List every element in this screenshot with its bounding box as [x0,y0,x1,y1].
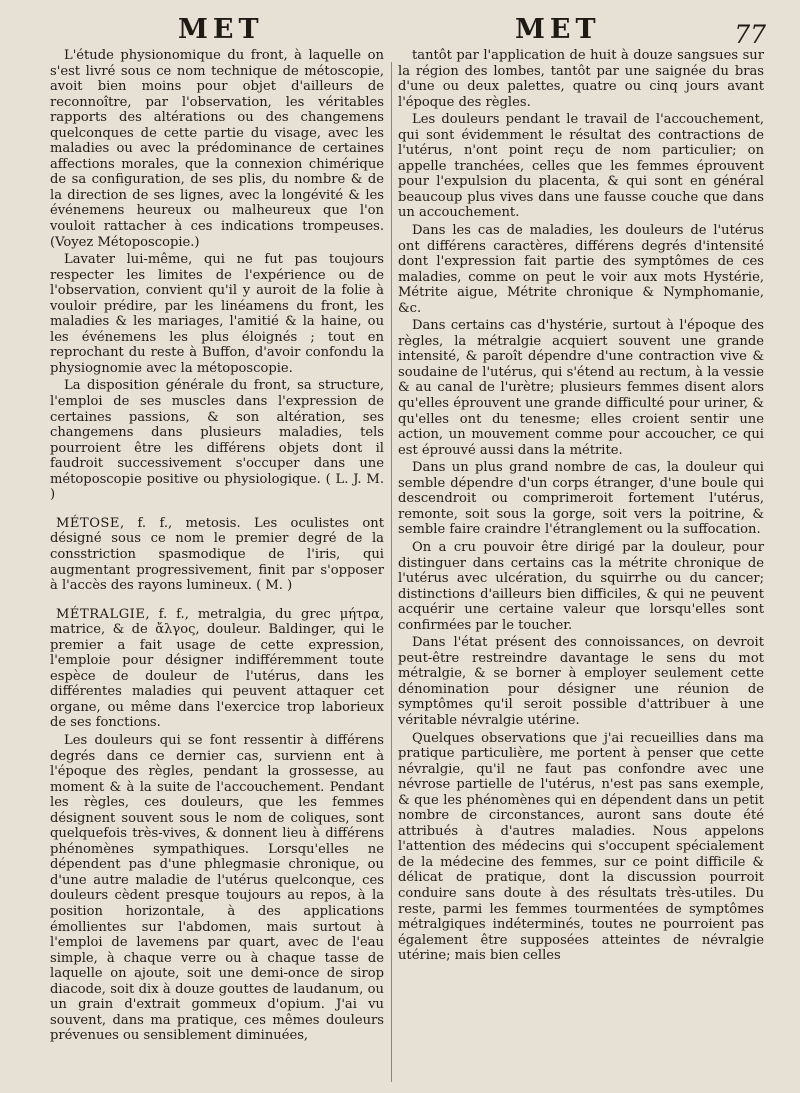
paragraph-douleurs: Les douleurs qui se font ressentir à différens degrés dans ce dernier cas, survienn ent à l'époque des règles, pendant la grossesse, au moment & à la suite de l'accouchement. Pendant les règles, ces douleurs, que les femmes désignent souvent sous le nom de coliques, sont quelquefois très-vives, & donnent lieu à différens phénomènes sympathiques. Lorsqu'elles ne dépendent pas d'une phlegmasie chronique, ou d'une autre maladie de l'utérus quelconque, ces douleurs cèdent presque toujours au repos, à la position horizontale, à des applications émollientes sur l'abdomen, mais surtout à l'emploi de lavemens par quart, avec de l'eau simple, à chaque verre ou à chaque tasse de laquelle on ajoute, soit une demi-once de sirop diacode, soit dix à douze gouttes de laudanum, ou un grain d'extrait gommeux d'opium. J'ai vu souvent, dans ma pratique, ces mêmes douleurs prévenues ou sensiblement diminuées, [50,732,384,1044]
right-column [398,48,764,964]
paragraph-disposition: La disposition générale du front, sa structure, l'emploi de ses muscles dans l'expression de certaines passions, & son altération, ses changemens dans plusieurs maladies, tels pourroient être les différens objets dont il faudroit successivement s'occuper dans une métoposcopie positive ou physiologique. ( L. J. M. ) [50,378,384,503]
column-rule [391,62,392,1082]
headword-metralgie: MÉTRALGIE [56,606,146,622]
page-number: 77 [734,20,766,49]
entry-metose [50,516,384,594]
paragraph-corps-etranger: Dans un plus grand nombre de cas, la douleur qui semble dépendre d'un corps étranger, d'une boule qui descendroit ou comprimeroit fortement l'utérus, remonte, soit sous la gorge, soit vers la poitrine, & semble faire craindre l'étranglement ou la suffocation. [398,460,764,538]
paragraph-etat-present: Dans l'état présent des connoissances, on devroit peut-être restreindre davantage le sens du mot métralgie, & se borner à employer seulement cette dénomination pour désigner une réunion de symptômes qu'il seroit possible d'attribuer à une véritable névralgie utérine. [398,635,764,728]
paragraph-maladies: Dans les cas de maladies, les douleurs de l'utérus ont différens caractères, différens degrés d'intensité dont l'expression fait partie des symptômes de ces maladies, comme on peut le voir aux mots Hystérie, Métrite aigue, Métrite chronique & Nymphomanie, &c. [398,223,764,316]
running-head-right: MET [515,14,601,45]
paragraph-metrite-chronique: On a cru pouvoir être dirigé par la douleur, pour distinguer dans certains cas la métrite chronique de l'utérus avec ulcération, du squirrhe ou du cancer; distinctions d'ailleurs bien difficiles, & qui ne peuvent acquérir une certaine valeur que lorsqu'elles sont confirmées par le toucher. [398,539,764,633]
left-column [50,48,384,1044]
paragraph-hysterie: Dans certains cas d'hystérie, surtout à l'époque des règles, la métralgie acquiert souvent une grande intensité, & paroît dépendre d'une contraction vive & soudaine de l'utérus, qui s'étend au rectum, à la vessie & au canal de l'urètre; plusieurs femmes disent alors qu'elles éprouvent une grande difficulté pour uriner, & qu'elles ont du tenesme; elles croient sentir une action, un mouvement comme pour accoucher, ce qui est éprouvé aussi dans la métrite. [398,318,764,458]
paragraph-observations: Quelques observations que j'ai recueillies dans ma pratique particulière, me portent à penser que cette névralgie, qu'il ne faut pas confondre avec une névrose partielle de l'utérus, n'est pas sans exemple, & que les phénomènes qui en dépendent dans un petit nombre de circonstances, auront sans doute été attribués à d'autres maladies. Nous appelons l'attention des médecins qui s'occupent spécialement de la médecine des femmes, sur ce point difficile & délicat de pratique, dont la discussion pourroit conduire sans doute à des résultats très-utiles. Du reste, parmi les femmes tourmentées de symptômes métralgiques indéterminés, toutes ne pourroient pas également être supposées atteintes de névralgie utérine; mais bien celles [398,730,764,964]
paragraph-lavater: Lavater lui-même, qui ne fut pas toujours respecter les limites de l'expérience ou de l'observation, convient qu'il y auroit de la folie à vouloir prédire, par les linéamens du front, les maladies & les mariages, l'amitié & la haine, ou les événemens les plus éloignés ; tout en reprochant du reste à Buffon, d'avoir confondu la physiognomie avec la métoposcopie. [50,252,384,376]
paragraph-sangsues: tantôt par l'application de huit à douze sangsues sur la région des lombes, tantôt par une saignée du bras d'une ou deux palettes, quatre ou cinq jours avant l'époque des règles. [398,48,764,110]
headword-metose: MÉTOSE [56,515,120,531]
running-head-left: MET [178,14,264,45]
entry-metralgie-text: , f. f., metralgia, du grec μήτρα, matrice, & de ἄλγος, douleur. Baldinger, qui le premier a fait usage de cette expression, l'emploie pour désigner indifféremment toute espèce de douleur de l'utérus, dans les différentes maladies qui peuvent attaquer cet organe, ou même dans l'exercice trop laborieux de ses fonctions. [50,606,384,731]
paragraph-accouchement: Les douleurs pendant le travail de l'accouchement, qui sont évidemment le résultat des contractions de l'utérus, n'ont point reçu de nom particulier; on appelle tranchées, celles que les femmes éprouvent pour l'expulsion du placenta, & qui sont en général beaucoup plus vives dans une fausse couche que dans un accouchement. [398,112,764,221]
paragraph-metoscopie-1: L'étude physionomique du front, à laquelle on s'est livré sous ce nom technique de métoscopie, avoit bien moins pour objet d'ailleurs de reconnoître, par l'observation, les véritables rapports des altérations ou des changemens quelconques de cette partie du visage, avec les maladies ou avec la prédominance de certaines affections morales, que la connexion chimérique de sa configuration, de ses plis, du nombre & de la direction de ses lignes, avec la longévité & les événemens heureux ou malheureux que l'on vouloit rattacher à ces indications trompeuses. (Voyez Métoposcopie.) [50,48,384,250]
entry-metose-text: , f. f., metosis. Les oculistes ont désigné sous ce nom le premier degré de la consstriction spasmodique de l'iris, qui augmentant progressivement, finit par s'opposer à l'accès des rayons lumineux. ( M. ) [50,515,384,594]
entry-metralgie [50,607,384,731]
